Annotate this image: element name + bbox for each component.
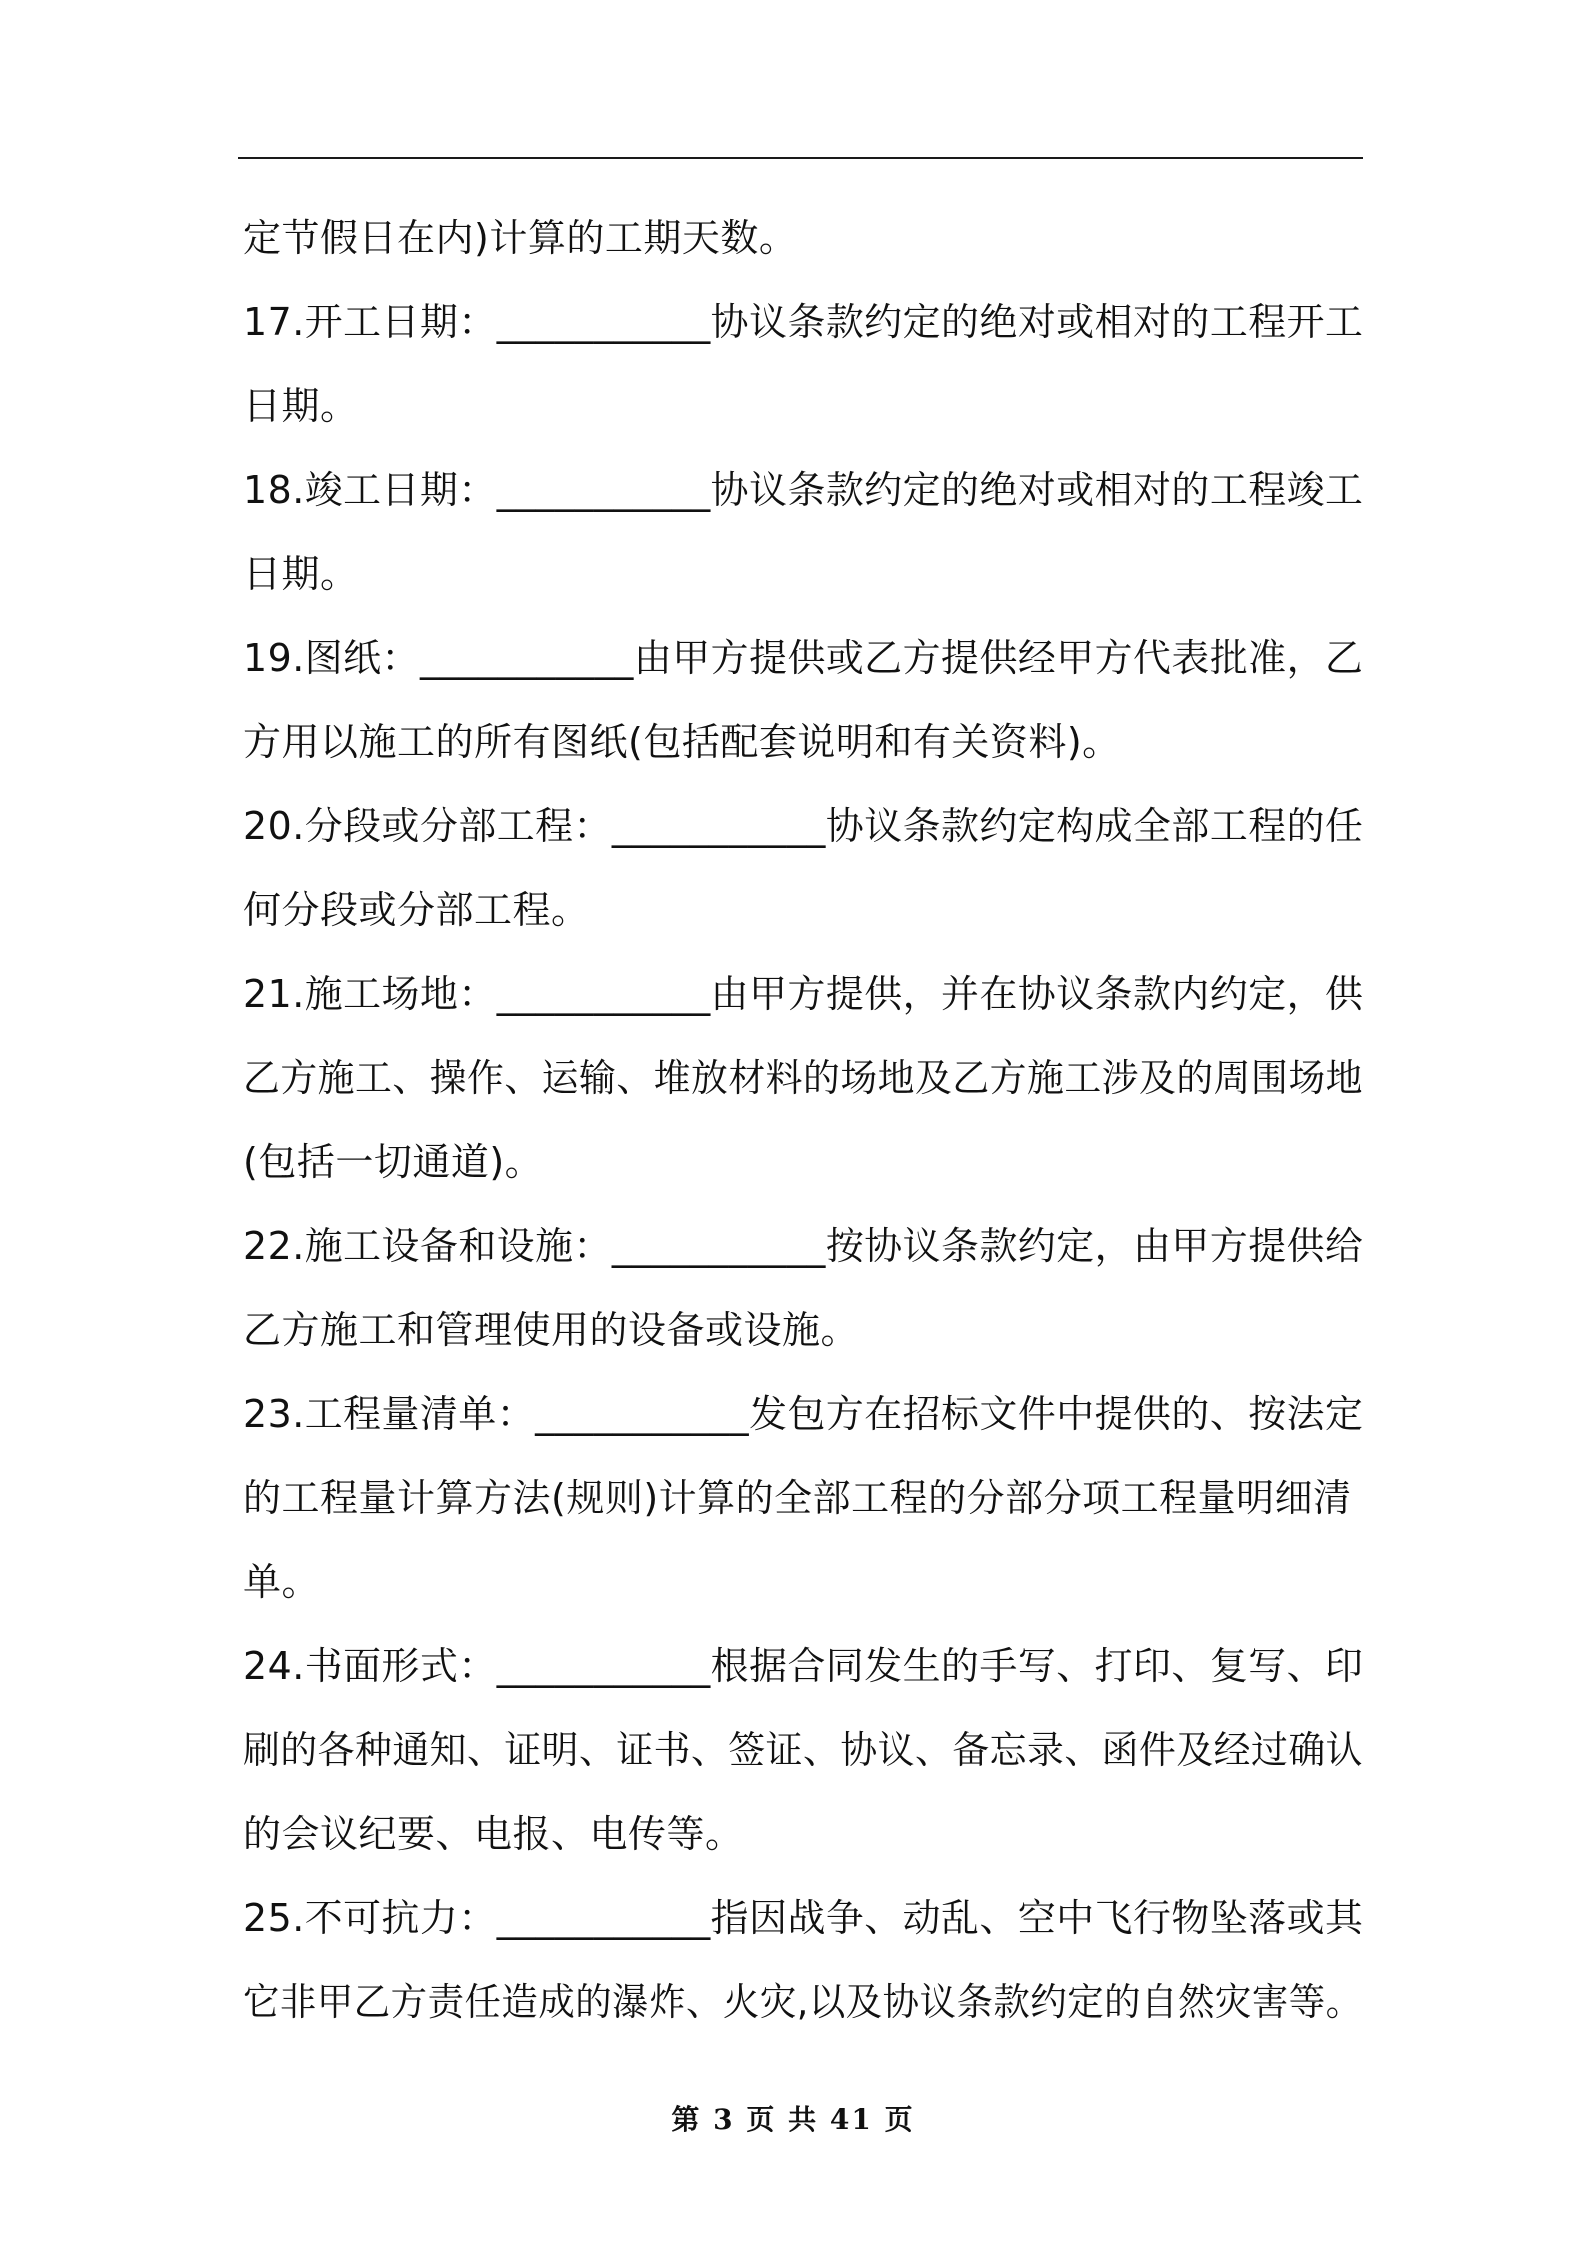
text-line: 24.书面形式：___________根据合同发生的手写、打印、复写、印 — [243, 1644, 1364, 1688]
text-line: 的工程量计算方法(规则)计算的全部工程的分部分项工程量明细清 — [243, 1476, 1352, 1520]
text-line: 日期。 — [243, 552, 359, 596]
text-line: 方用以施工的所有图纸(包括配套说明和有关资料)。 — [243, 720, 1121, 764]
text-line: 19.图纸：___________由甲方提供或乙方提供经甲方代表批准，乙 — [243, 636, 1364, 680]
text-line: 22.施工设备和设施：___________按协议条款约定，由甲方提供给 — [243, 1224, 1364, 1268]
text-line: (包括一切通道)。 — [243, 1140, 544, 1184]
page-number: 第 3 页 共 41 页 — [671, 2103, 915, 2136]
text-line: 乙方施工和管理使用的设备或设施。 — [243, 1308, 860, 1352]
text-line: 23.工程量清单：___________发包方在招标文件中提供的、按法定 — [243, 1392, 1364, 1436]
text-line: 的会议纪要、电报、电传等。 — [243, 1812, 744, 1856]
text-line: 日期。 — [243, 384, 359, 428]
text-line: 刷的各种通知、证明、证书、签证、协议、备忘录、函件及经过确认 — [243, 1728, 1364, 1772]
text-line: 单。 — [243, 1560, 321, 1604]
text-line: 25.不可抗力：___________指因战争、动乱、空中飞行物坠落或其 — [243, 1896, 1364, 1940]
header-rule — [238, 157, 1363, 159]
document-body — [243, 196, 1363, 2044]
text-line: 何分段或分部工程。 — [243, 888, 590, 932]
text-line: 21.施工场地：___________由甲方提供，并在协议条款内约定，供 — [243, 972, 1364, 1016]
text-line: 17.开工日期：___________协议条款约定的绝对或相对的工程开工 — [243, 300, 1364, 344]
text-line: 20.分段或分部工程：___________协议条款约定构成全部工程的任 — [243, 804, 1364, 848]
text-line: 定节假日在内)计算的工期天数。 — [243, 216, 798, 260]
text-line: 它非甲乙方责任造成的瀑炸、火灾,以及协议条款约定的自然灾害等。 — [243, 1980, 1363, 2024]
text-line: 乙方施工、操作、运输、堆放材料的场地及乙方施工涉及的周围场地 — [243, 1056, 1364, 1100]
text-line: 18.竣工日期：___________协议条款约定的绝对或相对的工程竣工 — [243, 468, 1364, 512]
